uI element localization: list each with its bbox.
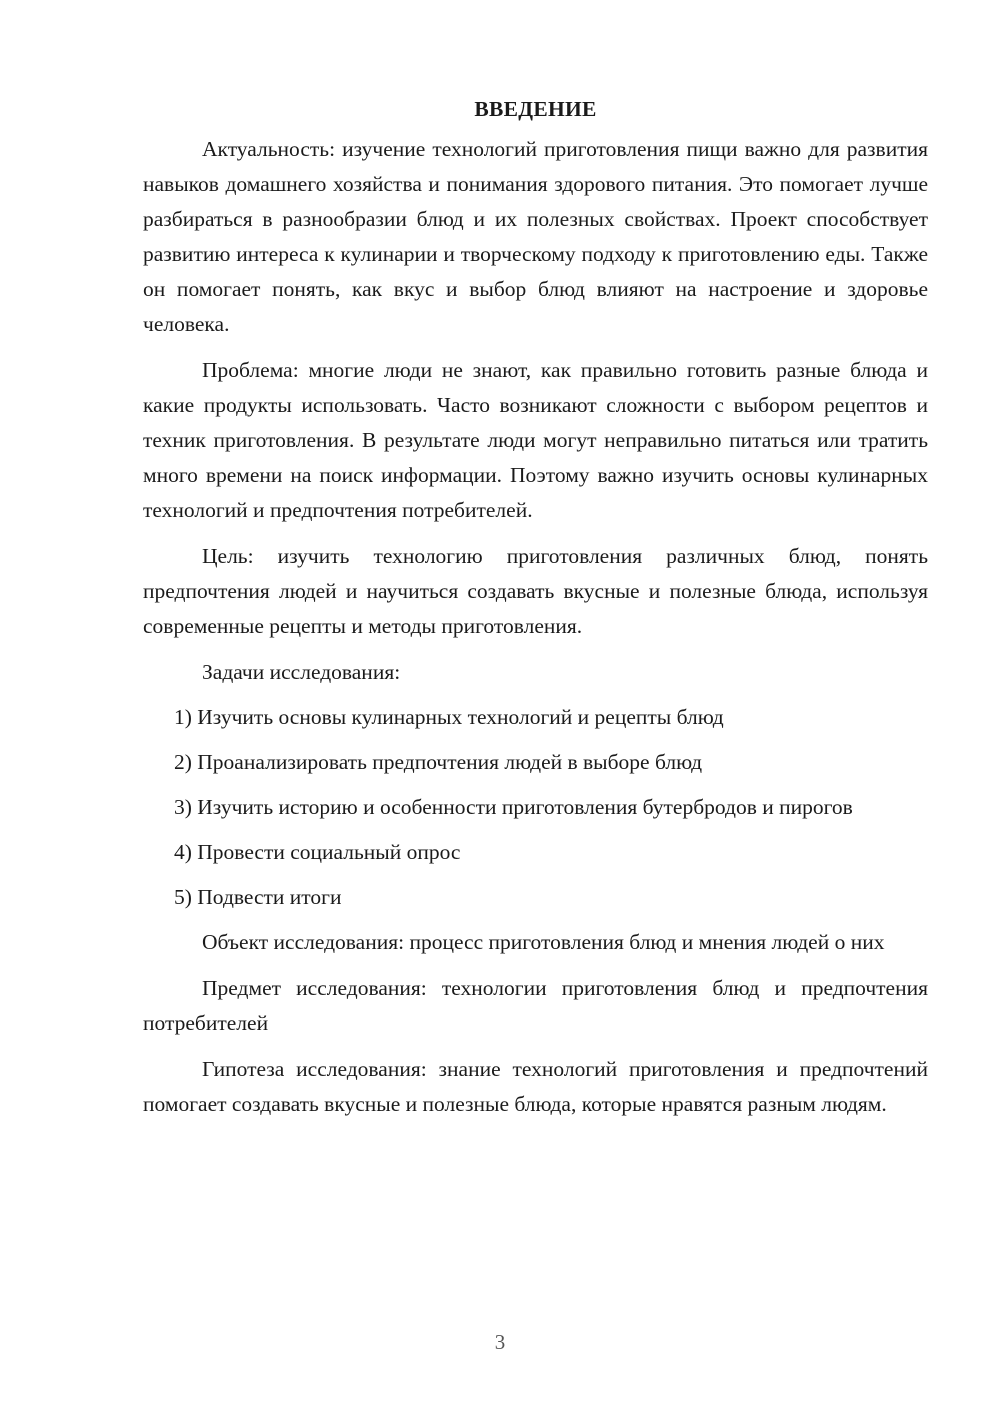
task-item: 2) Проанализировать предпочтения людей в выборе блюд <box>174 750 703 774</box>
problem-paragraph: Проблема: многие люди не знают, как правильно готовить разные блюда и какие продукты использовать. Часто возникают сложности с выбором рецептов и техник приготовления. В результате люди могут неправильно питаться или тратить много времени на поиск информации. Поэтому важно изучить основы кулинарных технологий и предпочтения потребителей. <box>143 358 928 522</box>
task-item: 1) Изучить основы кулинарных технологий и рецепты блюд <box>174 705 724 729</box>
tasks-list <box>143 700 928 915</box>
task-item: 5) Подвести итоги <box>174 885 342 909</box>
hypothesis-paragraph: Гипотеза исследования: знание технологий приготовления и предпочтений помогает создавать вкусные и полезные блюда, которые нравятся разным людям. <box>143 1057 928 1116</box>
tasks-heading: Задачи исследования: <box>202 660 401 684</box>
page-title: ВВЕДЕНИЕ <box>474 97 597 121</box>
page-number: 3 <box>494 1330 506 1354</box>
task-item: 3) Изучить историю и особенности приготовления бутербродов и пирогов <box>174 795 853 819</box>
document-page <box>143 92 928 1133</box>
relevance-paragraph: Актуальность: изучение технологий приготовления пищи важно для развития навыков домашнего хозяйства и понимания здорового питания. Это помогает лучше разбираться в разнообразии блюд и их полезных свойствах. Проект способствует развитию интереса к кулинарии и творческому подходу к приготовлению еды. Также он помогает понять, как вкус и выбор блюд влияют на настроение и здоровье человека. <box>143 137 928 336</box>
subject-paragraph: Предмет исследования: технологии приготовления блюд и предпочтения потребителей <box>143 976 928 1035</box>
goal-paragraph: Цель: изучить технологию приготовления различных блюд, понять предпочтения людей и научиться создавать вкусные и полезные блюда, используя современные рецепты и методы приготовления. <box>143 544 928 638</box>
task-item: 4) Провести социальный опрос <box>174 840 461 864</box>
object-paragraph: Объект исследования: процесс приготовления блюд и мнения людей о них <box>202 930 885 954</box>
